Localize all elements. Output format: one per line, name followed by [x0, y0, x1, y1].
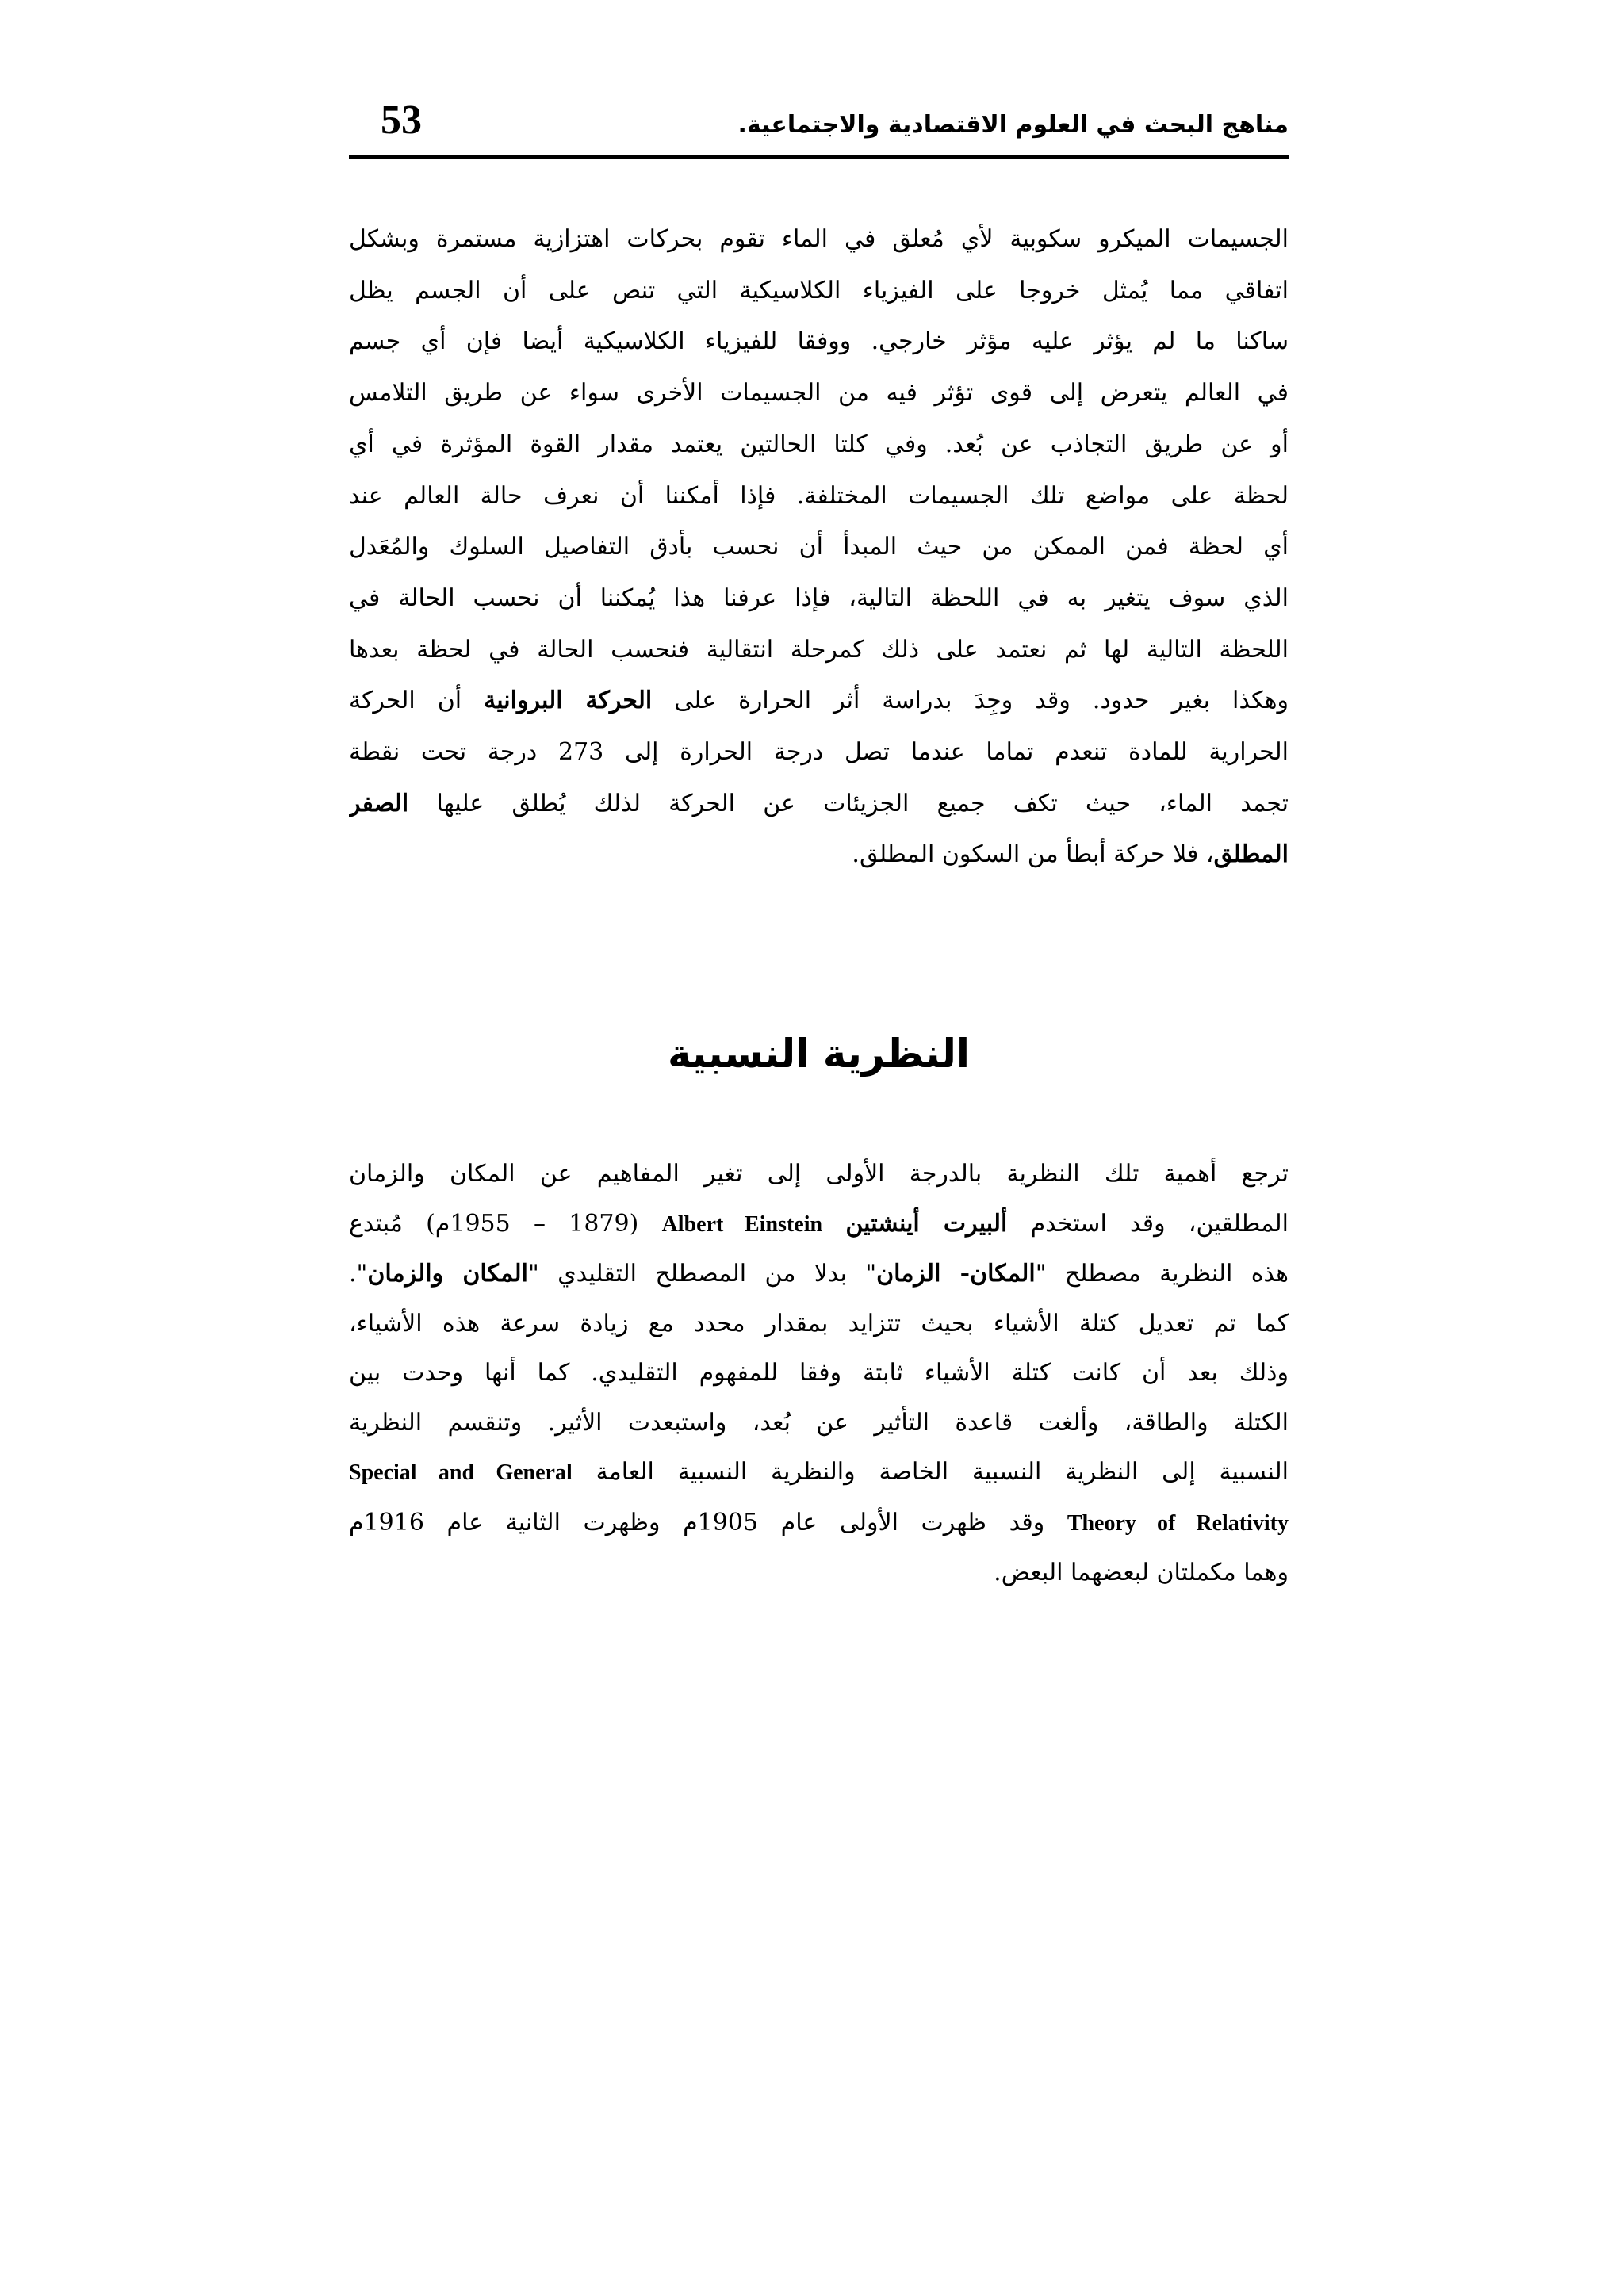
- text-line: الجسيمات الميكرو سكوبية لأي مُعلق في الماء تقوم بحركات اهتزازية مستمرة وبشكل: [349, 225, 1289, 253]
- text-segment: (1879 – 1955م) مُبتدع: [349, 1209, 662, 1238]
- text-line: ترجع أهمية تلك النظرية بالدرجة الأولى إلى تغير المفاهيم عن المكان والزمان: [349, 1160, 1289, 1188]
- text-line: [349, 829, 1289, 881]
- text-line: ساكنا ما لم يؤثر عليه مؤثر خارجي. ووفقا للفيزياء الكلاسيكية أيضا فإن أي جسم: [349, 327, 1289, 356]
- text-segment: هذه النظرية مصطلح ": [1035, 1260, 1289, 1288]
- text-line: [349, 1448, 1289, 1498]
- paragraph-relativity: [349, 1150, 1289, 1598]
- text-line: وهما مكملتان لبعضهما البعض.: [994, 1559, 1289, 1586]
- text-line: الذي سوف يتغير به في اللحظة التالية، فإذا عرفنا هذا يُمكننا أن نحسب الحالة في: [349, 584, 1289, 612]
- text-segment: أن الحركة: [349, 687, 485, 715]
- text-segment: المطلقين، وقد استخدم: [1007, 1209, 1289, 1238]
- text-line: وذلك بعد أن كانت كتلة الأشياء ثابتة وفقا للمفهوم التقليدي. كما أنها وحدت بين: [349, 1359, 1289, 1387]
- text-line: [349, 675, 1289, 727]
- text-segment: وقد ظهرت الأولى عام 1905م وظهرت الثانية عام 1916م: [349, 1508, 1067, 1536]
- latin-term: Albert Einstein: [661, 1211, 823, 1237]
- bold-term: المكان- الزمان: [876, 1260, 1036, 1288]
- text-line: أو عن طريق التجاذب عن بُعد. وفي كلتا الحالتين يعتمد مقدار القوة المؤثرة في أي: [349, 430, 1289, 458]
- text-line: كما تم تعديل كتلة الأشياء بحيث تتزايد بمقدار محدد مع زيادة سرعة هذه الأشياء،: [349, 1309, 1289, 1337]
- text-line: اتفاقي مما يُمثل خروجا على الفيزياء الكلاسيكية التي تنص على أن الجسم يظل: [349, 276, 1289, 304]
- text-line: الحرارية للمادة تنعدم تماما عندما تصل درجة الحرارة إلى 273 درجة تحت نقطة: [349, 738, 1289, 767]
- latin-term: Special and General: [349, 1460, 573, 1485]
- bold-term: الصفر: [349, 789, 409, 817]
- text-segment: ".: [349, 1260, 368, 1288]
- text-line: [349, 1498, 1289, 1549]
- paragraph-brownian-motion: [349, 214, 1289, 881]
- latin-term: Theory of Relativity: [1067, 1510, 1289, 1536]
- bold-term: المكان والزمان: [367, 1260, 528, 1288]
- text-line: أي لحظة فمن الممكن من حيث المبدأ أن نحسب بأدق التفاصيل السلوك والمُعَدل: [349, 533, 1289, 561]
- header-rule: [349, 155, 1289, 159]
- text-segment: وهكذا بغير حدود. وقد وجِدَ بدراسة أثر الحرارة على: [652, 687, 1289, 715]
- section-title: النظرية النسبية: [668, 1031, 970, 1077]
- text-line: اللحظة التالية لها ثم نعتمد على ذلك كمرحلة انتقالية فنحسب الحالة في لحظة بعدها: [349, 635, 1289, 664]
- text-segment: النسبية إلى النظرية النسبية الخاصة والنظرية النسبية العامة: [572, 1458, 1289, 1486]
- page-number: 53: [381, 98, 422, 143]
- text-line: الكتلة والطاقة، وألغت قاعدة التأثير عن بُعد، واستبعدت الأثير. وتنقسم النظرية: [349, 1408, 1289, 1437]
- text-segment: ، فلا حركة أبطأ من السكون المطلق.: [852, 840, 1214, 869]
- text-line: [349, 1200, 1289, 1250]
- bold-term: الحركة البروانية: [484, 687, 653, 715]
- text-line: لحظة على مواضع تلك الجسيمات المختلفة. فإذا أمكننا أن نعرف حالة العالم عند: [349, 481, 1289, 510]
- page-header: [349, 94, 1289, 159]
- bold-term: ألبيرت أينشتين: [845, 1209, 1008, 1238]
- text-line: في العالم يتعرض إلى قوى تؤثر فيه من الجسيمات الأخرى سواء عن طريق التلامس: [349, 379, 1289, 408]
- text-line: [349, 779, 1289, 830]
- bold-term: المطلق: [1213, 840, 1289, 869]
- text-segment: " بدلا من المصطلح التقليدي ": [527, 1260, 877, 1288]
- running-title: مناهج البحث في العلوم الاقتصادية والاجتماعية.: [737, 111, 1289, 139]
- text-line: [349, 1249, 1289, 1299]
- text-segment: تجمد الماء، حيث تكف جميع الجزيئات عن الحركة لذلك يُطلق عليها: [408, 789, 1289, 817]
